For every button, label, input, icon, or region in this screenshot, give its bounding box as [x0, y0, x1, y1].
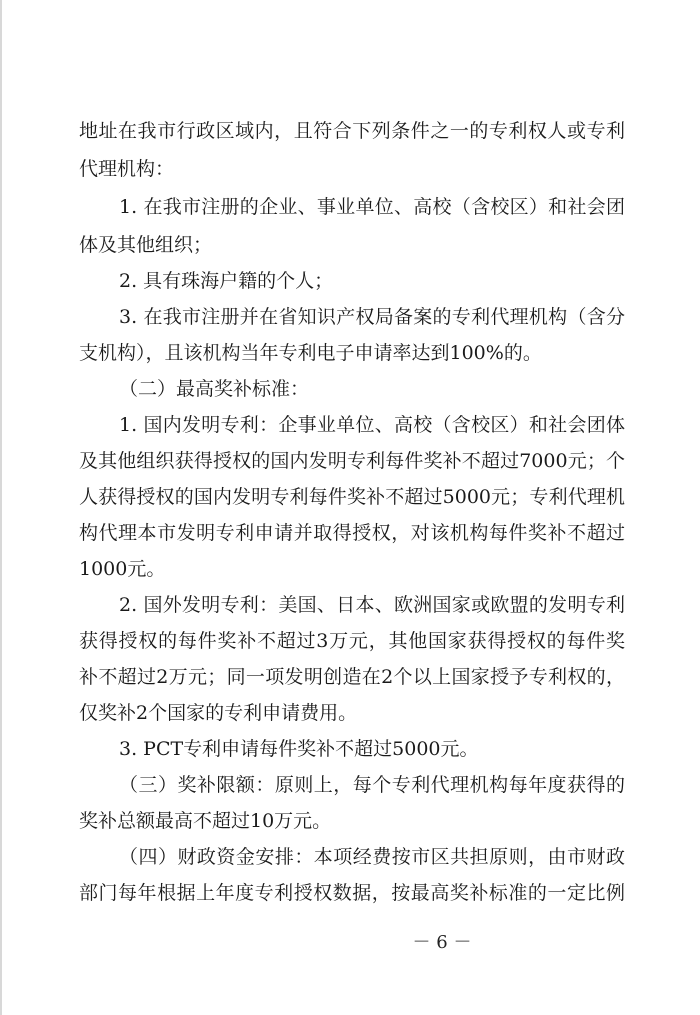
text-line-20: 奖补总额最高不超过10万元。	[79, 810, 332, 832]
text-line-17: 仅奖补2个国家的专利申请费用。	[79, 702, 358, 724]
text-line-21: （四）财政资金安排：本项经费按市区共担原则，由市财政	[119, 846, 625, 868]
text-line-1: 地址在我市行政区域内，且符合下列条件之一的专利权人或专利	[79, 120, 625, 142]
text-line-12: 构代理本市发明专利申请并取得授权，对该机构每件奖补不超过	[79, 522, 625, 544]
text-line-4: 体及其他组织；	[79, 234, 213, 256]
text-line-8: （二）最高奖补标准：	[119, 378, 310, 400]
text-line-11: 人获得授权的国内发明专利每件奖补不超过5000元；专利代理机	[79, 486, 625, 508]
page-number: － 6 －	[412, 932, 472, 953]
text-line-2: 代理机构：	[79, 158, 175, 180]
text-line-5: 2. 具有珠海户籍的个人；	[119, 270, 334, 292]
text-line-3: 1. 在我市注册的企业、事业单位、高校（含校区）和社会团	[119, 196, 625, 218]
text-line-13: 1000元。	[79, 558, 166, 580]
text-line-22: 部门每年根据上年度专利授权数据，按最高奖补标准的一定比例	[79, 882, 625, 904]
text-line-6: 3. 在我市注册并在省知识产权局备案的专利代理机构（含分	[119, 306, 625, 328]
text-line-18: 3. PCT专利申请每件奖补不超过5000元。	[119, 738, 479, 760]
text-line-10: 及其他组织获得授权的国内发明专利每件奖补不超过7000元；个	[79, 450, 625, 472]
text-line-9: 1. 国内发明专利：企事业单位、高校（含校区）和社会团体	[119, 414, 625, 436]
text-line-16: 补不超过2万元；同一项发明创造在2个以上国家授予专利权的，	[79, 666, 625, 688]
text-line-14: 2. 国外发明专利：美国、日本、欧洲国家或欧盟的发明专利	[119, 594, 625, 616]
text-line-15: 获得授权的每件奖补不超过3万元，其他国家获得授权的每件奖	[79, 630, 625, 652]
text-line-19: （三）奖补限额：原则上，每个专利代理机构每年度获得的	[119, 774, 625, 796]
text-line-7: 支机构），且该机构当年专利电子申请率达到100%的。	[79, 342, 542, 364]
